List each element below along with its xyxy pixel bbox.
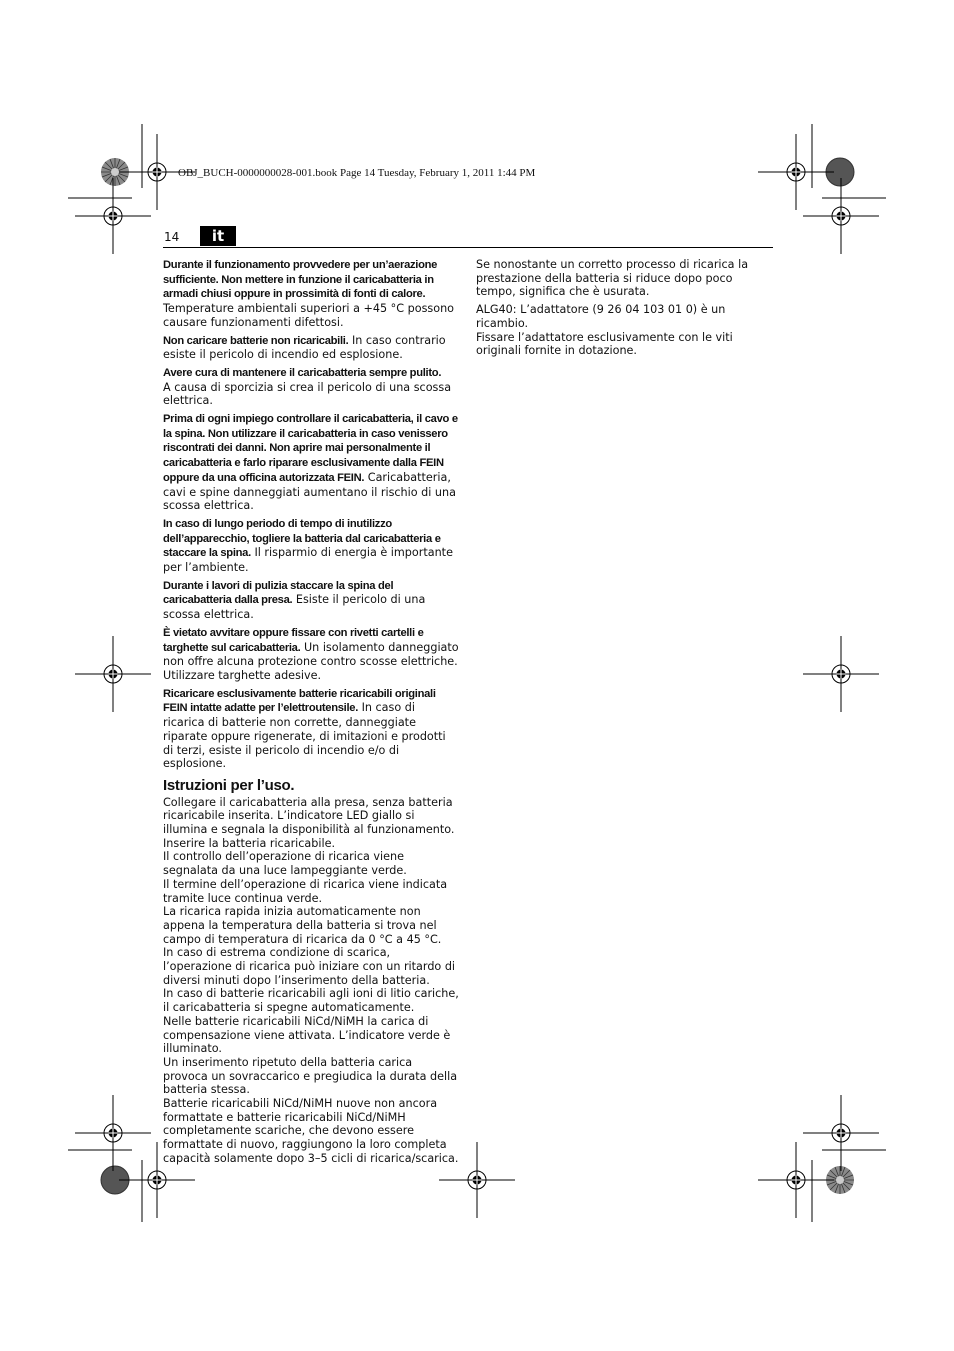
warning-text: Il risparmio di energia è importante per l’ambiente. [163, 546, 453, 575]
warning-bold-text: È vietato avvitare oppure fissare con rivetti cartelli e targhette sul caricabatteria. [163, 626, 424, 654]
instruction-paragraph: Collegare il caricabatteria alla presa, senza batteria ricaricabile inserita. L’indicatore LED giallo si illumina e segnala la disponibilità al funzionamento. [163, 795, 455, 837]
safety-warning [163, 687, 459, 771]
registration-mark-icon [803, 636, 879, 712]
instruction-paragraph: Un inserimento ripetuto della batteria carica provoca un sovraccarico e pregiudica la durata della batteria stessa. [163, 1055, 458, 1097]
warning-bold-text: In caso di lungo periodo di tempo di inutilizzo dell’apparecchio, togliere la batteria dal caricabatteria e staccare la spina. [163, 517, 441, 560]
warning-bold-text: Prima di ogni impiego controllare il caricabatteria, il cavo e la spina. Non utilizzare il caricabatteria in caso venissero riscontrati dei danni. Non aprire mai personalmente il caricabatteria e farlo riparare esclusivamente dalla FEIN oppure da una officina autorizzata FEIN. [163, 413, 458, 484]
body-paragraph: Se nonostante un corretto processo di ricarica la prestazione della batteria si riduce dopo poco tempo, significa che è usurata. [476, 258, 749, 299]
warning-text: Temperature ambientali superiori a +45 °C possono causare funzionamenti difettosi. [163, 302, 455, 329]
warning-bold-text: Avere cura di mantenere il caricabatteria sempre pulito. [163, 366, 442, 379]
registration-mark-icon [75, 636, 151, 712]
safety-warning [163, 517, 459, 575]
section-title: Istruzioni per l’uso. [163, 776, 295, 794]
instruction-paragraph: Batterie ricaricabili NiCd/NiMH nuove non ancora formattate e batterie ricaricabili NiCd/NiMH completamente scariche, che devono essere formattate di nuovo, raggiungono la loro completa capacità solamente dopo 3–5 cicli di ricarica/scarica. [163, 1097, 459, 1165]
warning-bold-text: Non caricare batterie non ricaricabili. [163, 334, 349, 347]
registration-mark-icon [75, 1095, 151, 1171]
safety-warning [163, 366, 459, 408]
warning-text: Esiste il pericolo di una scossa elettrica. [163, 593, 426, 622]
warning-text: A causa di sporcizia si crea il pericolo di una scossa elettrica. [163, 380, 452, 408]
body-paragraph: Fissare l’adattatore esclusivamente con le viti originali fornite in dotazione. [476, 330, 733, 358]
registration-mark-icon [803, 178, 879, 254]
safety-warning [163, 579, 459, 622]
instruction-paragraph: Inserire la batteria ricaricabile. [163, 836, 336, 850]
warning-text: Caricabatteria, cavi e spine danneggiati aumentano il rischio di una scossa elettrica. [163, 470, 456, 513]
registration-mark-icon [758, 1142, 834, 1218]
body-paragraph: ALG40: L’adattatore (9 26 04 103 01 0) è un ricambio. [476, 303, 726, 330]
instruction-paragraph: In caso di estrema condizione di scarica, l’operazione di ricarica può iniziare con un ritardo di diversi minuti dopo l’inserimento della batteria. [163, 946, 456, 987]
warning-text: In caso di ricarica di batterie non corrette, danneggiate riparate oppure rigenerate, di imitazioni e prodotti di terzi, esiste il pericolo di incendio e/o di esplosione. [163, 701, 446, 771]
safety-warning [163, 412, 459, 513]
instruction-paragraph: Il termine dell’operazione di ricarica viene indicata tramite luce continua verde. [163, 877, 448, 905]
registration-mark-icon [803, 1095, 879, 1171]
instruction-paragraph: In caso di batterie ricaricabili agli ioni di litio cariche, il caricabatteria si spegne automaticamente. [163, 987, 459, 1015]
instruction-paragraph: La ricarica rapida inizia automaticamente non appena la temperatura della batteria si trova nel campo di temperatura di ricarica da 0 °C a 45 °C. [163, 905, 442, 946]
print-slug: OBJ_BUCH-0000000028-001.book Page 14 Tuesday, February 1, 2011 1:44 PM [178, 167, 536, 179]
warning-bold-text: Ricaricare esclusivamente batterie ricaricabili originali FEIN intatte adatte per l’elettroutensile. [163, 687, 436, 715]
left-column [163, 258, 459, 1166]
safety-warning [163, 334, 459, 362]
right-column [476, 258, 772, 358]
warning-text: Un isolamento danneggiato non offre alcuna protezione contro scosse elettriche. Utilizzare targhette adesive. [163, 640, 459, 682]
instruction-paragraph: Il controllo dell’operazione di ricarica viene segnalata da una luce lampeggiante verde. [163, 850, 407, 878]
header-rule [163, 247, 773, 248]
warning-text: In caso contrario esiste il pericolo di incendio ed esplosione. [163, 333, 446, 362]
registration-mark-icon [758, 134, 834, 210]
safety-warning [163, 626, 459, 683]
warning-bold-text: Durante i lavori di pulizia staccare la spina del caricabatteria dalla presa. [163, 579, 394, 607]
safety-warning [163, 258, 459, 330]
instruction-paragraph: Nelle batterie ricaricabili NiCd/NiMH la carica di compensazione viene attivata. L’indicatore verde è illuminato. [163, 1014, 451, 1056]
page-number: 14 [164, 230, 180, 244]
language-tag: it [200, 226, 236, 246]
warning-bold-text: Durante il funzionamento provvedere per un’aerazione sufficiente. Non mettere in funzione il caricabatteria in armadi chiusi oppure in prossimità di fonti di calore. [163, 259, 438, 301]
registration-mark-icon [75, 178, 151, 254]
